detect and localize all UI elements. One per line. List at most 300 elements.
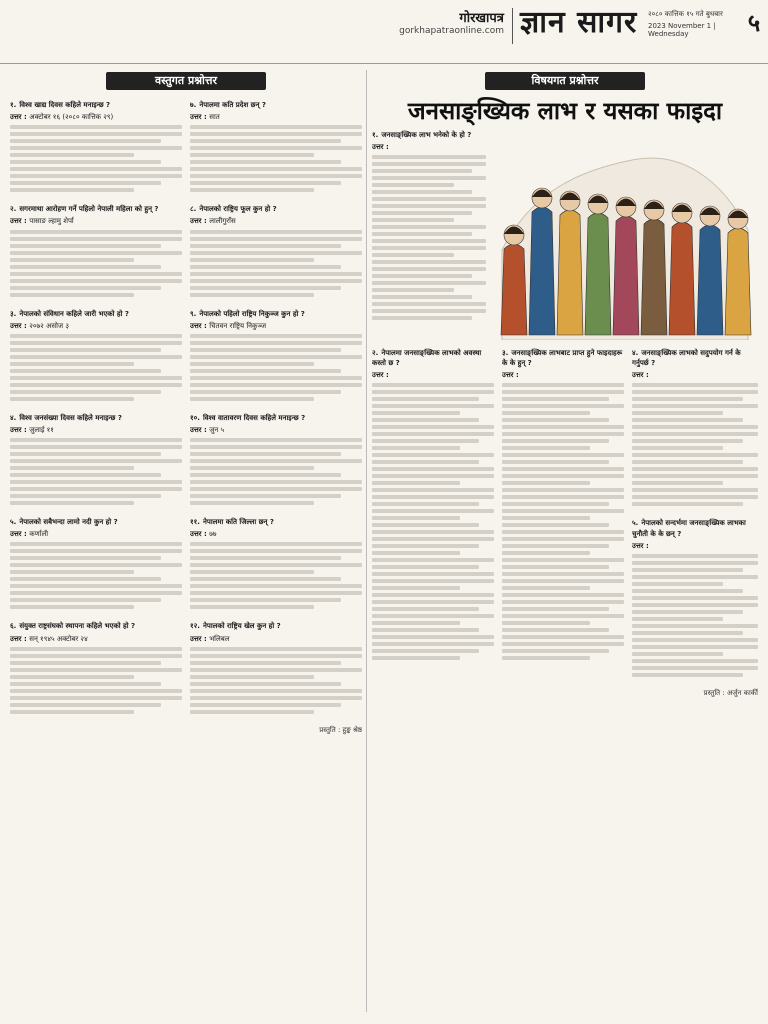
text-line-placeholder bbox=[10, 376, 182, 380]
text-line-placeholder bbox=[10, 682, 161, 686]
text-line-placeholder bbox=[190, 181, 341, 185]
question-text: नेपालको राष्ट्रिय फूल कुन हो ? bbox=[199, 205, 277, 214]
text-line-placeholder bbox=[632, 603, 758, 607]
text-line-placeholder bbox=[10, 577, 161, 581]
answer bbox=[190, 112, 362, 122]
text-line-placeholder bbox=[372, 411, 460, 415]
text-line-placeholder bbox=[632, 638, 758, 642]
text-line-placeholder bbox=[502, 439, 609, 443]
text-line-placeholder bbox=[372, 495, 494, 499]
text-line-placeholder bbox=[10, 605, 134, 609]
qa-item bbox=[10, 309, 182, 401]
text-line-placeholder bbox=[10, 501, 134, 505]
text-line-placeholder bbox=[502, 453, 624, 457]
answer bbox=[190, 216, 362, 226]
text-line-placeholder bbox=[372, 614, 494, 618]
text-line-placeholder bbox=[372, 281, 486, 285]
text-line-placeholder bbox=[502, 488, 624, 492]
text-line-placeholder bbox=[10, 710, 134, 714]
question-text: नेपालमा कति प्रदेश छन् ? bbox=[199, 101, 266, 109]
text-line-placeholder bbox=[190, 334, 362, 338]
text-line-placeholder bbox=[372, 418, 479, 422]
text-line-placeholder bbox=[10, 355, 182, 359]
subjective-section bbox=[372, 70, 758, 1012]
text-line-placeholder bbox=[10, 494, 161, 498]
text-line-placeholder bbox=[502, 502, 609, 506]
byline-right: प्रस्तुति : अर्जुन कार्की bbox=[703, 688, 758, 697]
text-line-placeholder bbox=[10, 293, 134, 297]
text-line-placeholder bbox=[10, 445, 182, 449]
article-title: जनसाङ्ख्यिक लाभ र यसका फाइदा bbox=[407, 96, 723, 125]
text-line-placeholder bbox=[632, 411, 723, 415]
text-line-placeholder bbox=[10, 174, 182, 178]
text-line-placeholder bbox=[372, 390, 494, 394]
text-line-placeholder bbox=[10, 661, 161, 665]
text-line-placeholder bbox=[10, 487, 182, 491]
text-line-placeholder bbox=[502, 572, 624, 576]
text-line-placeholder bbox=[190, 654, 362, 658]
qa-item bbox=[190, 309, 362, 401]
text-line-placeholder bbox=[10, 480, 182, 484]
text-line-placeholder bbox=[190, 710, 314, 714]
text-line-placeholder bbox=[10, 563, 182, 567]
text-line-placeholder bbox=[10, 570, 134, 574]
question-number: ५. bbox=[632, 519, 639, 528]
text-line-placeholder bbox=[372, 474, 494, 478]
text-line-placeholder bbox=[502, 649, 609, 653]
text-line-placeholder bbox=[502, 390, 624, 394]
text-line-placeholder bbox=[190, 230, 362, 234]
text-line-placeholder bbox=[10, 341, 182, 345]
text-line-placeholder bbox=[502, 523, 609, 527]
answer-text: जुन ५ bbox=[209, 425, 225, 434]
text-line-placeholder bbox=[10, 362, 134, 366]
question-number: १. bbox=[10, 101, 17, 109]
text-line-placeholder bbox=[372, 502, 479, 506]
text-line-placeholder bbox=[632, 673, 743, 677]
answer bbox=[10, 112, 182, 122]
byline-left: प्रस्तुति : हुङ्क श्रेष्ठ bbox=[319, 725, 362, 734]
text-line-placeholder bbox=[632, 488, 758, 492]
text-line-placeholder bbox=[372, 190, 472, 194]
text-line-placeholder bbox=[10, 383, 182, 387]
text-line-placeholder bbox=[190, 473, 341, 477]
article-column-2 bbox=[502, 348, 624, 1012]
answer bbox=[10, 425, 182, 435]
text-line-placeholder bbox=[10, 279, 182, 283]
qa-item bbox=[190, 100, 362, 192]
text-line-placeholder bbox=[190, 459, 362, 463]
answer-label: उत्तर : bbox=[10, 321, 30, 330]
text-line-placeholder bbox=[190, 286, 341, 290]
text-line-placeholder bbox=[372, 232, 472, 236]
answer-text: सात bbox=[209, 113, 220, 122]
question-number: १. bbox=[372, 131, 379, 139]
text-line-placeholder bbox=[190, 647, 362, 651]
text-line-placeholder bbox=[190, 661, 341, 665]
text-line-placeholder bbox=[190, 279, 362, 283]
text-line-placeholder bbox=[632, 561, 758, 565]
text-line-placeholder bbox=[190, 355, 362, 359]
text-line-placeholder bbox=[10, 369, 161, 373]
text-line-placeholder bbox=[10, 286, 161, 290]
text-line-placeholder bbox=[372, 467, 494, 471]
section-banner-subjective: विषयगत प्रश्नोत्तर bbox=[485, 72, 645, 90]
text-line-placeholder bbox=[632, 453, 758, 457]
text-line-placeholder bbox=[372, 544, 479, 548]
text-line-placeholder bbox=[632, 575, 758, 579]
answer-label: उत्तर : bbox=[372, 143, 389, 152]
text-line-placeholder bbox=[10, 258, 134, 262]
text-line-placeholder bbox=[190, 438, 362, 442]
answer bbox=[10, 321, 182, 331]
qa-item bbox=[10, 413, 182, 505]
text-line-placeholder bbox=[10, 703, 161, 707]
column-divider bbox=[366, 70, 367, 1012]
text-line-placeholder bbox=[502, 614, 624, 618]
objective-column-2 bbox=[190, 100, 362, 1012]
text-line-placeholder bbox=[502, 397, 609, 401]
text-line-placeholder bbox=[10, 591, 182, 595]
text-line-placeholder bbox=[10, 390, 161, 394]
text-line-placeholder bbox=[190, 487, 362, 491]
text-line-placeholder bbox=[190, 348, 341, 352]
text-line-placeholder bbox=[502, 516, 590, 520]
text-line-placeholder bbox=[632, 554, 758, 558]
paper-url[interactable]: gorkhapatraonline.com bbox=[399, 26, 504, 36]
question-number: ११. bbox=[190, 518, 200, 527]
question-number: २. bbox=[372, 349, 379, 357]
text-line-placeholder bbox=[10, 244, 161, 248]
text-line-placeholder bbox=[502, 593, 624, 597]
text-line-placeholder bbox=[10, 459, 182, 463]
text-line-placeholder bbox=[190, 146, 362, 150]
text-line-placeholder bbox=[632, 631, 743, 635]
text-line-placeholder bbox=[372, 600, 494, 604]
text-line-placeholder bbox=[190, 272, 362, 276]
answer-text: अक्टोबर १६ (२०८० कात्तिक २९) bbox=[29, 113, 114, 122]
answer-label: उत्तर : bbox=[10, 530, 30, 539]
text-line-placeholder bbox=[372, 523, 479, 527]
text-line-placeholder bbox=[190, 696, 362, 700]
text-line-placeholder bbox=[632, 645, 758, 649]
text-line-placeholder bbox=[190, 689, 362, 693]
text-line-placeholder bbox=[190, 341, 362, 345]
answer bbox=[190, 529, 362, 539]
question-number: ४. bbox=[632, 349, 639, 357]
text-line-placeholder bbox=[190, 237, 362, 241]
text-line-placeholder bbox=[502, 579, 624, 583]
section-banner-objective: वस्तुगत प्रश्नोत्तर bbox=[106, 72, 266, 90]
article-column-3 bbox=[632, 348, 758, 1012]
qa-item bbox=[10, 100, 182, 192]
text-line-placeholder bbox=[10, 647, 182, 651]
text-line-placeholder bbox=[632, 432, 758, 436]
text-line-placeholder bbox=[632, 659, 758, 663]
text-line-placeholder bbox=[502, 404, 624, 408]
answer-label: उत्तर : bbox=[502, 371, 519, 380]
text-line-placeholder bbox=[10, 675, 134, 679]
text-line-placeholder bbox=[372, 579, 494, 583]
text-line-placeholder bbox=[190, 132, 362, 136]
text-line-placeholder bbox=[632, 568, 743, 572]
answer-label: उत्तर : bbox=[190, 634, 210, 643]
text-line-placeholder bbox=[632, 481, 723, 485]
text-line-placeholder bbox=[372, 211, 472, 215]
question-number: ७. bbox=[190, 101, 197, 109]
question-text: नेपालको पहिलो राष्ट्रिय निकुञ्ज कुन हो ? bbox=[199, 309, 305, 318]
text-line-placeholder bbox=[190, 452, 341, 456]
text-line-placeholder bbox=[632, 404, 758, 408]
objective-section bbox=[10, 70, 362, 1012]
answer bbox=[190, 425, 362, 435]
supplement-title: ज्ञान सागर bbox=[520, 5, 638, 40]
text-line-placeholder bbox=[372, 260, 486, 264]
text-line-placeholder bbox=[632, 624, 758, 628]
question-text: विश्व खाद्य दिवस कहिले मनाइन्छ ? bbox=[19, 101, 111, 109]
text-line-placeholder bbox=[502, 432, 624, 436]
text-line-placeholder bbox=[10, 334, 182, 338]
text-line-placeholder bbox=[372, 253, 454, 257]
text-line-placeholder bbox=[372, 460, 479, 464]
text-line-placeholder bbox=[372, 586, 460, 590]
text-line-placeholder bbox=[10, 160, 161, 164]
text-line-placeholder bbox=[632, 582, 723, 586]
question-text: नेपालको सबैभन्दा लामो नदी कुन हो ? bbox=[19, 518, 118, 527]
text-line-placeholder bbox=[190, 494, 341, 498]
text-line-placeholder bbox=[190, 174, 362, 178]
text-line-placeholder bbox=[502, 418, 609, 422]
qa-item bbox=[10, 621, 182, 713]
text-line-placeholder bbox=[372, 509, 494, 513]
text-line-placeholder bbox=[10, 689, 182, 693]
text-line-placeholder bbox=[632, 425, 758, 429]
text-line-placeholder bbox=[502, 558, 624, 562]
text-line-placeholder bbox=[502, 586, 590, 590]
text-line-placeholder bbox=[10, 237, 182, 241]
text-line-placeholder bbox=[372, 635, 494, 639]
text-line-placeholder bbox=[372, 218, 454, 222]
masthead bbox=[0, 0, 768, 64]
text-line-placeholder bbox=[190, 188, 314, 192]
question-text: नेपालमा जनसाङ्ख्यिक लाभको अवस्था कस्तो छ ? bbox=[372, 349, 482, 368]
text-line-placeholder bbox=[502, 537, 624, 541]
text-line-placeholder bbox=[632, 502, 743, 506]
text-line-placeholder bbox=[372, 649, 479, 653]
text-line-placeholder bbox=[190, 125, 362, 129]
qa-item bbox=[190, 621, 362, 713]
qa-item bbox=[190, 204, 362, 296]
text-line-placeholder bbox=[502, 635, 624, 639]
text-line-placeholder bbox=[10, 348, 161, 352]
text-line-placeholder bbox=[190, 362, 314, 366]
text-line-placeholder bbox=[190, 160, 341, 164]
text-line-placeholder bbox=[372, 267, 486, 271]
qa-item bbox=[190, 517, 362, 609]
text-line-placeholder bbox=[372, 155, 486, 159]
text-line-placeholder bbox=[372, 558, 494, 562]
text-line-placeholder bbox=[190, 501, 314, 505]
text-line-placeholder bbox=[372, 225, 486, 229]
text-line-placeholder bbox=[10, 696, 182, 700]
text-line-placeholder bbox=[632, 495, 758, 499]
text-line-placeholder bbox=[372, 628, 479, 632]
text-line-placeholder bbox=[190, 383, 362, 387]
subjective-qa-item bbox=[502, 348, 624, 660]
text-line-placeholder bbox=[502, 607, 609, 611]
text-line-placeholder bbox=[372, 204, 486, 208]
text-line-placeholder bbox=[10, 132, 182, 136]
text-line-placeholder bbox=[632, 474, 758, 478]
text-line-placeholder bbox=[372, 383, 494, 387]
question-text: विश्व जनसंख्या दिवस कहिले मनाइन्छ ? bbox=[19, 413, 122, 422]
qa-item bbox=[10, 204, 182, 296]
text-line-placeholder bbox=[190, 369, 341, 373]
text-line-placeholder bbox=[632, 596, 758, 600]
page-number: ५ bbox=[747, 9, 761, 37]
text-line-placeholder bbox=[190, 556, 341, 560]
text-line-placeholder bbox=[502, 411, 590, 415]
issue-date-english: 2023 November 1 | Wednesday bbox=[648, 22, 716, 38]
question-number: १०. bbox=[190, 413, 200, 422]
text-line-placeholder bbox=[372, 572, 494, 576]
qa-item bbox=[190, 413, 362, 505]
text-line-placeholder bbox=[372, 246, 486, 250]
answer-label: उत्तर : bbox=[10, 425, 30, 434]
text-line-placeholder bbox=[372, 197, 486, 201]
text-line-placeholder bbox=[10, 125, 182, 129]
answer-text: २०७२ असोज ३ bbox=[29, 321, 69, 330]
text-line-placeholder bbox=[372, 288, 454, 292]
text-line-placeholder bbox=[372, 551, 460, 555]
text-line-placeholder bbox=[372, 316, 472, 320]
answer-text: सन् १९४५ अक्टोबर २४ bbox=[29, 634, 88, 643]
text-line-placeholder bbox=[190, 542, 362, 546]
text-line-placeholder bbox=[10, 146, 182, 150]
text-line-placeholder bbox=[502, 467, 624, 471]
text-line-placeholder bbox=[632, 589, 743, 593]
subjective-qa-item bbox=[632, 348, 758, 506]
answer-label: उत्तर : bbox=[190, 321, 210, 330]
text-line-placeholder bbox=[190, 390, 341, 394]
qa-item bbox=[10, 517, 182, 609]
text-line-placeholder bbox=[190, 167, 362, 171]
text-line-placeholder bbox=[190, 668, 362, 672]
answer-text: पासाङ ल्हामु शेर्पा bbox=[29, 217, 74, 226]
text-line-placeholder bbox=[632, 397, 743, 401]
question-text: विश्व वातावरण दिवस कहिले मनाइन्छ ? bbox=[202, 413, 306, 422]
text-line-placeholder bbox=[190, 376, 362, 380]
answer-text: कर्णाली bbox=[29, 530, 49, 539]
text-line-placeholder bbox=[190, 258, 314, 262]
question-number: २. bbox=[10, 205, 17, 214]
text-line-placeholder bbox=[502, 544, 609, 548]
text-line-placeholder bbox=[372, 621, 460, 625]
text-line-placeholder bbox=[190, 577, 341, 581]
text-line-placeholder bbox=[372, 642, 494, 646]
subjective-qa-item bbox=[372, 348, 494, 660]
text-line-placeholder bbox=[190, 397, 314, 401]
answer-label: उत्तर : bbox=[372, 371, 389, 380]
answer bbox=[10, 216, 182, 226]
text-line-placeholder bbox=[632, 666, 758, 670]
text-line-placeholder bbox=[632, 467, 758, 471]
text-line-placeholder bbox=[632, 390, 758, 394]
text-line-placeholder bbox=[190, 675, 314, 679]
text-line-placeholder bbox=[502, 530, 624, 534]
question-number: ३. bbox=[10, 309, 17, 318]
text-line-placeholder bbox=[10, 265, 161, 269]
question-text: जनसाङ्ख्यिक लाभको सदुपयोग गर्न के गर्नुपर्छ ? bbox=[632, 349, 741, 368]
text-line-placeholder bbox=[10, 654, 182, 658]
text-line-placeholder bbox=[372, 183, 454, 187]
text-line-placeholder bbox=[10, 153, 134, 157]
text-line-placeholder bbox=[10, 397, 134, 401]
text-line-placeholder bbox=[372, 169, 472, 173]
text-line-placeholder bbox=[372, 453, 494, 457]
text-line-placeholder bbox=[190, 584, 362, 588]
text-line-placeholder bbox=[502, 383, 624, 387]
question-number: ८. bbox=[190, 205, 197, 214]
text-line-placeholder bbox=[190, 251, 362, 255]
text-line-placeholder bbox=[10, 167, 182, 171]
answer-text: भलिबल bbox=[209, 634, 230, 643]
text-line-placeholder bbox=[190, 480, 362, 484]
text-line-placeholder bbox=[502, 474, 624, 478]
text-line-placeholder bbox=[632, 446, 723, 450]
text-line-placeholder bbox=[190, 591, 362, 595]
text-line-placeholder bbox=[10, 181, 161, 185]
text-line-placeholder bbox=[10, 139, 161, 143]
text-line-placeholder bbox=[372, 530, 494, 534]
answer bbox=[10, 634, 182, 644]
text-line-placeholder bbox=[190, 703, 341, 707]
question-text: नेपालको सन्दर्भमा जनसाङ्ख्यिक लाभका चुनौती के के छन् ? bbox=[632, 519, 746, 538]
text-line-placeholder bbox=[372, 295, 472, 299]
text-line-placeholder bbox=[372, 656, 460, 660]
text-line-placeholder bbox=[372, 176, 486, 180]
answer-label: उत्तर : bbox=[632, 371, 649, 380]
text-line-placeholder bbox=[372, 302, 486, 306]
text-line-placeholder bbox=[502, 509, 624, 513]
text-line-placeholder bbox=[190, 563, 362, 567]
text-line-placeholder bbox=[372, 537, 494, 541]
text-line-placeholder bbox=[190, 598, 341, 602]
text-line-placeholder bbox=[632, 617, 723, 621]
text-line-placeholder bbox=[502, 628, 609, 632]
text-line-placeholder bbox=[632, 418, 743, 422]
text-line-placeholder bbox=[632, 652, 723, 656]
text-line-placeholder bbox=[10, 668, 182, 672]
question-text: जनसाङ्ख्यिक लाभबाट प्राप्त हुने फाइदाहरू के के हुन् ? bbox=[502, 349, 623, 368]
text-line-placeholder bbox=[502, 551, 590, 555]
answer bbox=[190, 634, 362, 644]
text-line-placeholder bbox=[10, 251, 182, 255]
text-line-placeholder bbox=[372, 425, 494, 429]
text-line-placeholder bbox=[502, 495, 624, 499]
answer-label: उत्तर : bbox=[10, 634, 30, 643]
question-text: नेपालको राष्ट्रिय खेल कुन हो ? bbox=[202, 622, 281, 631]
answer-label: उत्तर : bbox=[190, 113, 210, 122]
text-line-placeholder bbox=[372, 607, 479, 611]
text-line-placeholder bbox=[10, 438, 182, 442]
text-line-placeholder bbox=[502, 425, 624, 429]
text-line-placeholder bbox=[632, 439, 743, 443]
text-line-placeholder bbox=[190, 466, 314, 470]
text-line-placeholder bbox=[372, 397, 479, 401]
text-line-placeholder bbox=[502, 656, 590, 660]
text-line-placeholder bbox=[190, 570, 314, 574]
